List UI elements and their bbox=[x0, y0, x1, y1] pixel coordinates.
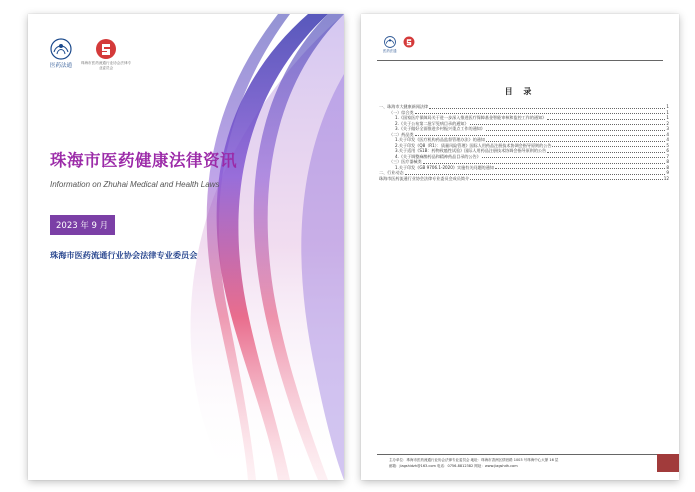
toc-entry-page: 8 bbox=[666, 164, 669, 170]
toc-entry-label: 1.《国家医疗保障局关于进一步深入推进医疗保障基金智能审核和监控工作的通知》 bbox=[395, 115, 547, 121]
toc-leader-dots bbox=[547, 152, 665, 153]
toc-leader-dots bbox=[470, 179, 663, 180]
toc-entry-page: 1 bbox=[666, 109, 669, 115]
cover-swoosh-graphic bbox=[28, 14, 344, 480]
toc-leader-dots bbox=[470, 124, 666, 125]
toc-entry-page: 4 bbox=[666, 131, 669, 137]
footer-address: 主办单位：珠海市医药流通行业协会法律专业委员会 地址：珠海市香洲区情侣路 1003 号珠海中心大厦 16 层 bbox=[389, 458, 559, 462]
page-footer bbox=[389, 458, 558, 469]
header-divider bbox=[377, 60, 663, 61]
cover-title: 珠海市医药健康法律资讯 bbox=[50, 151, 237, 170]
toc-entry-label: 一、珠海市大健康新闻法律 bbox=[379, 104, 429, 109]
toc-leader-dots bbox=[415, 135, 666, 136]
toc-entry-page: 1 bbox=[666, 115, 669, 121]
toc-leader-dots bbox=[405, 174, 666, 175]
cover-page bbox=[28, 14, 344, 480]
toc-list bbox=[379, 104, 669, 181]
toc-entry-page: 4 bbox=[666, 137, 669, 143]
toc-entry-label: 2.关于印发《Q8（R1）：质量风险管理》国际人用药品注册技术协调会指导原则的公告 bbox=[395, 142, 552, 148]
cover-subtitle: Information on Zhuhai Medical and Health Laws bbox=[50, 180, 220, 189]
toc-entry-label: 2.《关于公布第二批罕见病目录的通知》 bbox=[395, 120, 469, 126]
medical-law-logo-icon bbox=[50, 38, 72, 60]
association-logo-icon bbox=[403, 36, 415, 48]
toc-leader-dots bbox=[482, 157, 666, 158]
toc-entry-page: 12 bbox=[663, 175, 669, 181]
date-badge: 2023 年 9 月 bbox=[50, 215, 115, 235]
toc-leader-dots bbox=[486, 141, 666, 142]
toc-page bbox=[361, 14, 679, 480]
toc-entry-page: 5 bbox=[666, 142, 669, 148]
toc-entry-page: 2 bbox=[666, 120, 669, 126]
footer-contact: 邮箱：jiagshidzh@163.com 电话：0756-8812382 网址：www.jiagshdh.com bbox=[389, 463, 518, 468]
toc-entry-label: 4.《关于调整麻醉药品和精神药品目录的公告》 bbox=[395, 153, 481, 159]
toc-entry[interactable] bbox=[379, 176, 669, 182]
toc-entry-page: 1 bbox=[666, 104, 669, 109]
toc-entry-page: 7 bbox=[666, 153, 669, 159]
toc-leader-dots bbox=[429, 108, 665, 109]
toc-entry-page: 3 bbox=[666, 126, 669, 132]
toc-entry-page: 8 bbox=[666, 159, 669, 165]
toc-entry-label: 1.关于印发《医疗机构药品监督管理办法》的通知 bbox=[395, 137, 485, 143]
toc-leader-dots bbox=[486, 130, 666, 131]
toc-entry-page: 6 bbox=[666, 148, 669, 154]
toc-entry-label: （一）综合类 bbox=[389, 109, 414, 115]
toc-entry-label: 1.关于印发《GB 9706.1-2020》实施有关问题的通知 bbox=[395, 164, 494, 170]
toc-entry-page: 9 bbox=[666, 170, 669, 176]
toc-entry-label: 珠海市医药流通行业协会法律专业委员会成员简介 bbox=[379, 175, 470, 181]
toc-entry-label: （三）医疗器械类 bbox=[389, 159, 422, 165]
corner-decoration bbox=[657, 454, 679, 472]
toc-leader-dots bbox=[552, 146, 665, 147]
toc-leader-dots bbox=[423, 163, 666, 164]
toc-heading: 目 录 bbox=[504, 87, 536, 96]
association-logo-text: 珠海市医药流通行业协会法律专业委员会 bbox=[80, 61, 132, 70]
footer-divider bbox=[377, 454, 663, 455]
toc-entry-label: 3.关于适用《S1B：药物致癌性试验》国际人用药品注册技术协调会指导原则的公告 bbox=[395, 148, 547, 154]
header-logos bbox=[383, 36, 415, 53]
toc-leader-dots bbox=[495, 168, 666, 169]
toc-leader-dots bbox=[415, 113, 666, 114]
toc-entry-label: （二）药品类 bbox=[389, 131, 414, 137]
medical-law-logo-icon bbox=[384, 36, 396, 48]
toc-entry-label: 二、行业动态 bbox=[379, 170, 404, 176]
header-logo-caption: 医药法通 bbox=[383, 49, 397, 53]
toc-leader-dots bbox=[547, 119, 665, 120]
toc-entry-label: 3.《关于做好全面推进乡村振兴重点工作的通知》 bbox=[395, 126, 485, 132]
cover-organization: 珠海市医药流通行业协会法律专业委员会 bbox=[50, 250, 198, 260]
logo-caption: 医药法通 bbox=[50, 63, 73, 69]
association-logo-icon bbox=[95, 38, 117, 60]
